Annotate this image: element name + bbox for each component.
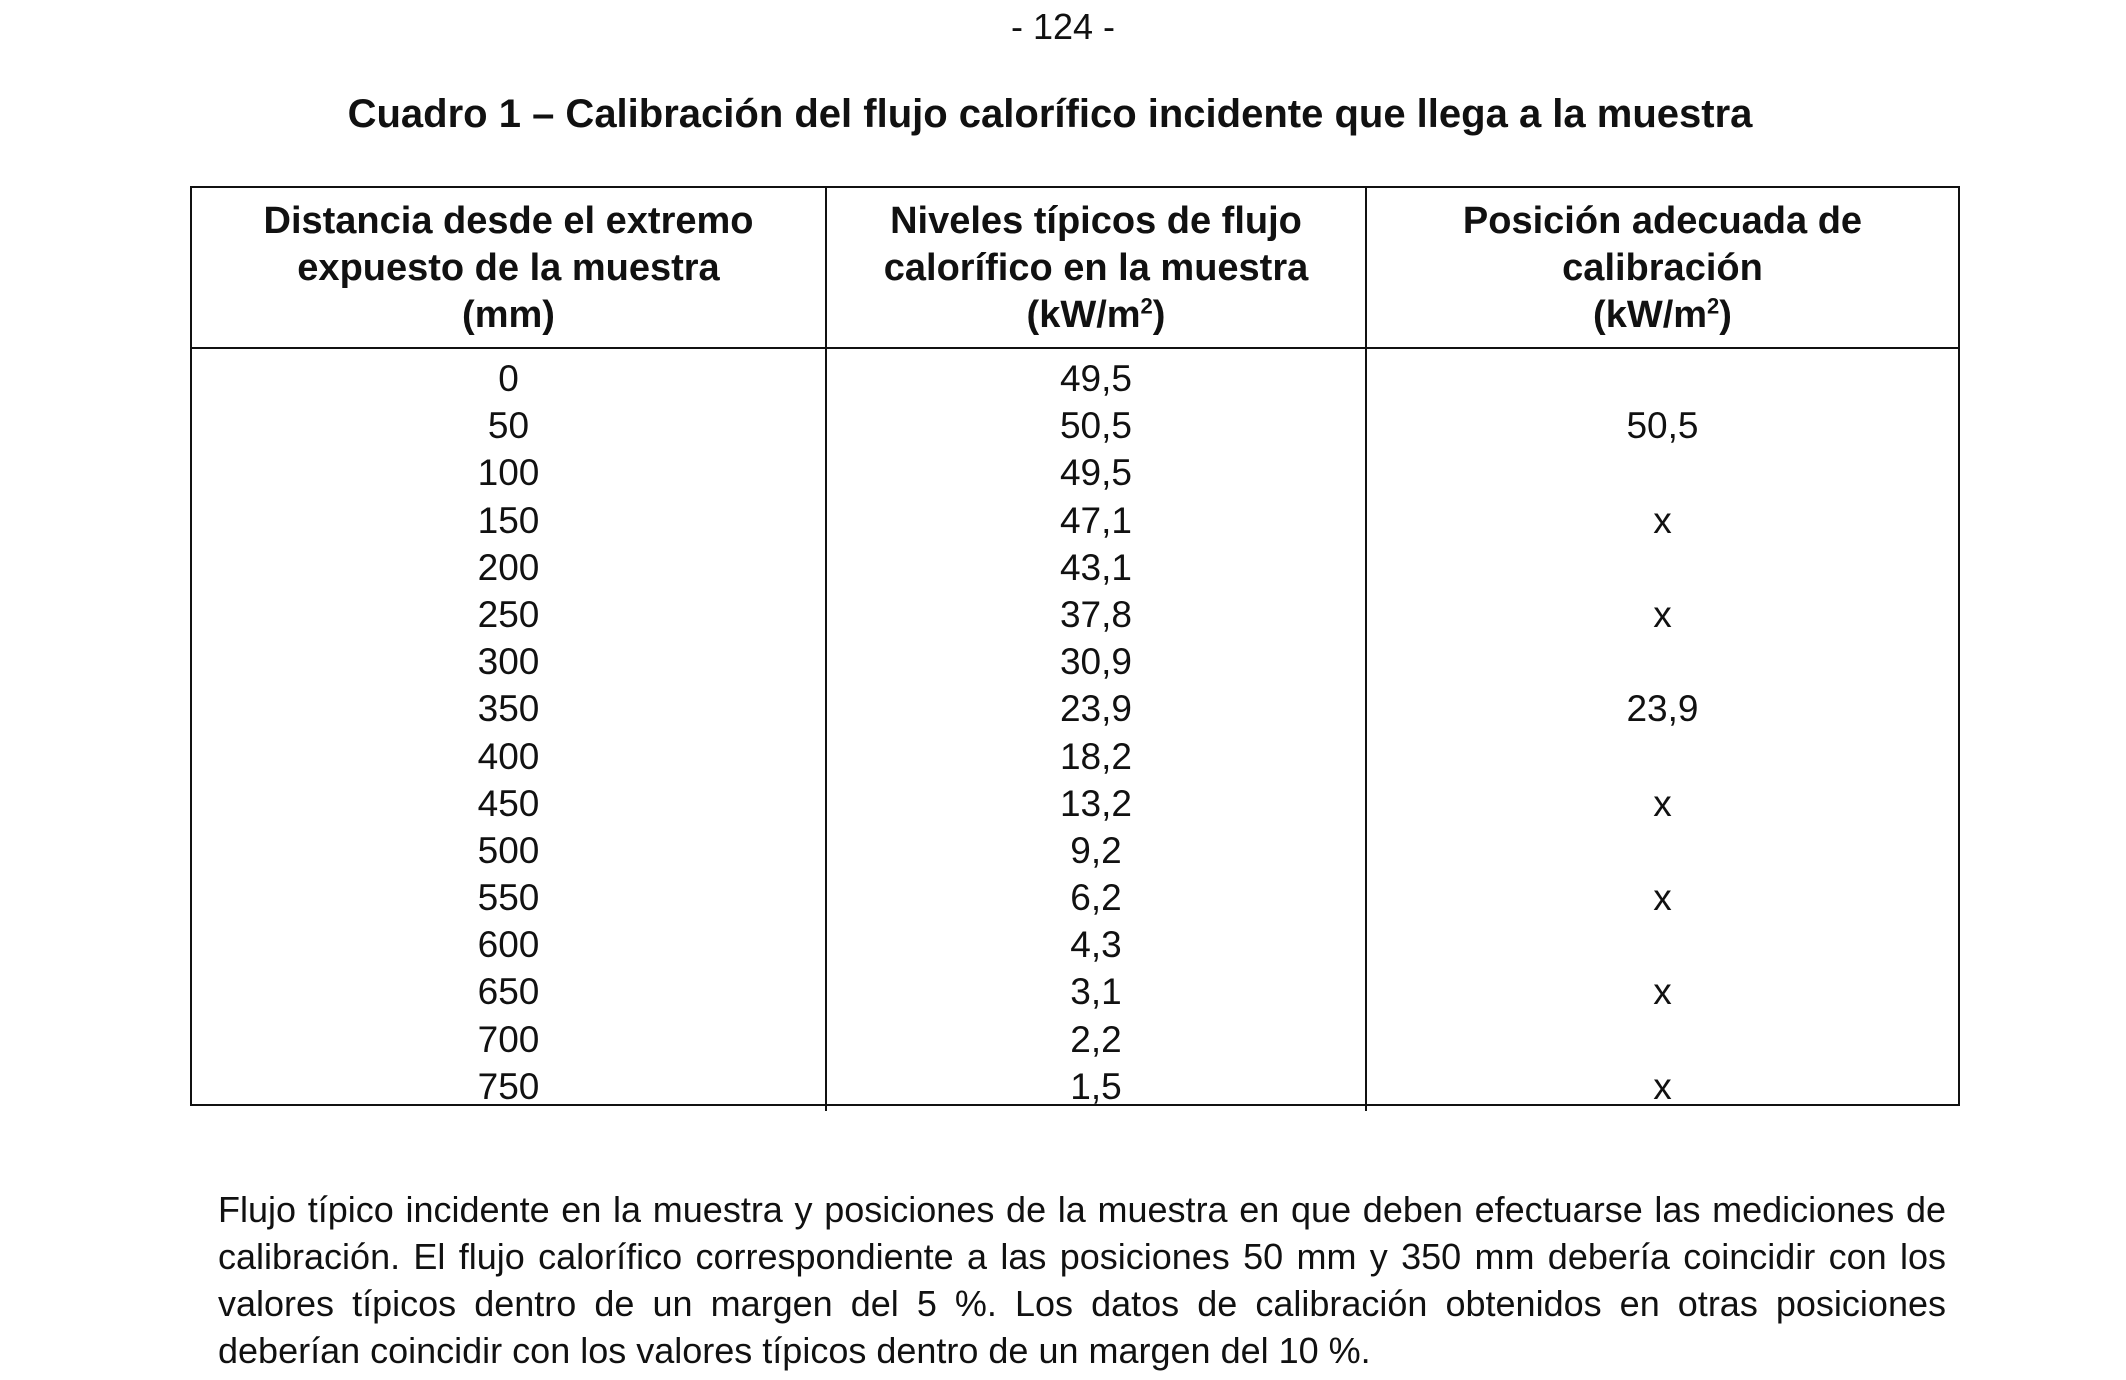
distance-cell: 50 — [487, 405, 530, 447]
distance-cell: 150 — [477, 499, 540, 541]
flux-column — [826, 348, 1366, 1111]
header-calibration-unit-end: ) — [1719, 294, 1732, 336]
flux-cell: 37,8 — [1059, 593, 1132, 635]
header-flux-unit-sup: 2 — [1140, 293, 1153, 319]
header-distance-line1: Distancia desde el extremo — [263, 200, 754, 242]
header-flux — [826, 188, 1366, 348]
distance-cell: 100 — [477, 452, 540, 494]
flux-cell: 3,1 — [1070, 971, 1122, 1013]
header-calibration-unit-sup: 2 — [1707, 293, 1720, 319]
header-calibration-line1: Posición adecuada de — [1462, 200, 1863, 242]
calibration-cell: x — [1653, 499, 1672, 541]
calibration-cell: x — [1653, 877, 1672, 919]
distance-cell: 750 — [477, 1065, 540, 1107]
calibration-column — [1366, 348, 1958, 1111]
distance-cell: 600 — [477, 924, 540, 966]
calibration-cell — [1368, 733, 1957, 780]
distance-cell: 450 — [477, 782, 540, 824]
calibration-cell: 50,5 — [1626, 405, 1699, 447]
calibration-cell — [1368, 921, 1957, 968]
calibration-cell: x — [1653, 1065, 1672, 1107]
flux-cell: 2,2 — [1070, 1018, 1122, 1060]
flux-cell: 23,9 — [1059, 688, 1132, 730]
distance-cell: 0 — [498, 358, 519, 399]
table-body-row — [192, 348, 1958, 1111]
header-calibration-unit-base: (kW/m — [1593, 294, 1708, 336]
calibration-cell — [1368, 638, 1957, 685]
distance-cell: 350 — [477, 688, 540, 730]
header-flux-unit-end: ) — [1152, 294, 1166, 336]
calibration-cell: x — [1653, 971, 1672, 1013]
flux-cell: 49,5 — [1059, 358, 1132, 399]
flux-cell: 47,1 — [1059, 499, 1132, 541]
calibration-cell: x — [1653, 593, 1672, 635]
flux-cell: 6,2 — [1070, 877, 1122, 919]
flux-cell: 49,5 — [1059, 452, 1132, 494]
calibration-cell — [1368, 827, 1957, 874]
calibration-table — [192, 188, 1958, 1111]
header-distance-unit: (mm) — [462, 294, 555, 336]
flux-cell: 1,5 — [1070, 1065, 1122, 1107]
calibration-table-frame — [190, 186, 1960, 1106]
table-title: Cuadro 1 – Calibración del flujo calorífico incidente que llega a la muestra — [347, 92, 1753, 136]
flux-cell: 9,2 — [1070, 829, 1122, 871]
distance-cell: 400 — [477, 735, 540, 777]
page-number: - 124 - — [1010, 6, 1116, 47]
flux-cell: 13,2 — [1059, 782, 1132, 824]
calibration-cell: x — [1653, 782, 1672, 824]
distance-cell: 650 — [477, 971, 540, 1013]
calibration-cell — [1368, 449, 1957, 496]
distance-cell: 300 — [477, 641, 540, 683]
header-calibration-unit — [1377, 292, 1948, 339]
calibration-cell — [1368, 1016, 1957, 1063]
header-distance — [192, 188, 826, 348]
header-flux-line2: calorífico en la muestra — [883, 247, 1309, 289]
header-calibration-line2: calibración — [1562, 247, 1763, 289]
distance-column — [192, 348, 826, 1111]
distance-cell: 250 — [477, 593, 540, 635]
distance-cell: 700 — [477, 1018, 540, 1060]
calibration-cell: 23,9 — [1626, 688, 1699, 730]
calibration-cell — [1368, 544, 1957, 591]
flux-cell: 50,5 — [1059, 405, 1132, 447]
flux-cell: 30,9 — [1059, 641, 1132, 683]
distance-cell: 500 — [477, 829, 540, 871]
flux-cell: 43,1 — [1059, 546, 1132, 588]
table-header-row — [192, 188, 1958, 348]
header-flux-unit-base: (kW/m — [1026, 294, 1141, 336]
table-footnote: Flujo típico incidente en la muestra y posiciones de la muestra en que deben efectuarse las mediciones de calibración. El flujo calorífico correspondiente a las posiciones 50 mm y 350 mm debería coincidir con los valores típicos dentro de un margen del 5 %. Los datos de calibración obtenidos en otras posiciones deberían coincidir con los valores típicos dentro de un margen del 10 %. — [218, 1189, 1946, 1371]
distance-cell: 550 — [477, 877, 540, 919]
flux-cell: 4,3 — [1070, 924, 1122, 966]
header-calibration — [1366, 188, 1958, 348]
header-distance-line2: expuesto de la muestra — [297, 247, 720, 289]
distance-cell: 200 — [477, 546, 540, 588]
header-flux-line1: Niveles típicos de flujo — [890, 200, 1302, 242]
header-flux-unit — [837, 292, 1355, 339]
flux-cell: 18,2 — [1059, 735, 1132, 777]
calibration-cell — [1368, 355, 1957, 402]
